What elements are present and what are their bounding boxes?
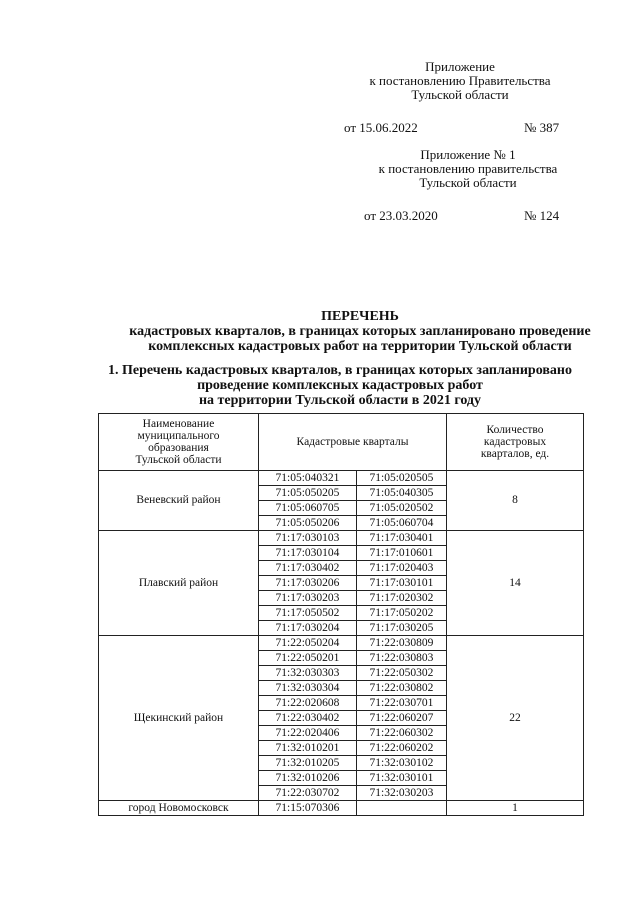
quarter-cell: 71:22:030402: [259, 711, 357, 726]
table-row: [99, 471, 584, 486]
quarter-cell: 71:17:030402: [259, 561, 357, 576]
quarter-cell: 71:17:010601: [357, 546, 447, 561]
section-line: 1. Перечень кадастровых кварталов, в границах которых запланировано: [108, 363, 572, 378]
quarter-cell: 71:32:010205: [259, 756, 357, 771]
district-count: 14: [447, 531, 584, 636]
quarter-cell: 71:22:060302: [357, 726, 447, 741]
resolution-number: № 387: [524, 120, 560, 135]
quarter-cell: 71:17:030204: [259, 621, 357, 636]
quarter-cell: 71:17:030401: [357, 531, 447, 546]
header-quarters: Кадастровые кварталы: [259, 414, 447, 471]
quarter-cell: 71:22:030702: [259, 786, 357, 801]
appendix2-line: Тульской области: [419, 175, 517, 190]
quarter-cell: 71:32:030303: [259, 666, 357, 681]
quarter-cell: 71:22:030802: [357, 681, 447, 696]
quarter-cell: 71:17:030206: [259, 576, 357, 591]
quarter-cell: 71:17:050202: [357, 606, 447, 621]
table-row: [99, 531, 584, 546]
appendix-line: Приложение: [425, 59, 495, 74]
quarter-cell: 71:17:050502: [259, 606, 357, 621]
district-name: город Новомосковск: [99, 801, 259, 816]
quarter-cell: 71:22:020406: [259, 726, 357, 741]
quarter-cell: 71:17:030103: [259, 531, 357, 546]
district-count: 8: [447, 471, 584, 531]
header-count: [447, 414, 584, 471]
quarter-cell: 71:05:050206: [259, 516, 357, 531]
quarter-cell: 71:22:060202: [357, 741, 447, 756]
table-row: [99, 801, 584, 816]
header-municipality: [99, 414, 259, 471]
quarter-cell: 71:22:020608: [259, 696, 357, 711]
appendix2-header: [348, 148, 588, 190]
quarter-cell: 71:05:040321: [259, 471, 357, 486]
resolution-date: от 15.06.2022: [344, 120, 418, 135]
quarter-cell: 71:32:030102: [357, 756, 447, 771]
table-header-row: [99, 414, 584, 471]
quarter-cell: 71:32:030304: [259, 681, 357, 696]
quarters-table: [98, 413, 584, 816]
appendix-header: [340, 60, 580, 102]
quarter-cell: 71:22:030809: [357, 636, 447, 651]
header-line: Тульской области: [135, 454, 222, 466]
table-row: [99, 636, 584, 651]
appendix-line: к постановлению Правительства: [369, 73, 551, 88]
title-main: ПЕРЕЧЕНЬ: [321, 309, 399, 324]
header-line: Количество: [486, 424, 544, 436]
document-title: [60, 309, 640, 354]
quarter-cell: 71:05:020502: [357, 501, 447, 516]
district-count: 1: [447, 801, 584, 816]
section-heading: [40, 363, 640, 408]
quarter-cell: 71:05:060704: [357, 516, 447, 531]
quarter-cell: 71:05:040305: [357, 486, 447, 501]
quarter-cell: 71:17:020403: [357, 561, 447, 576]
quarter-cell: 71:05:020505: [357, 471, 447, 486]
quarter-cell: 71:17:020302: [357, 591, 447, 606]
district-count: 22: [447, 636, 584, 801]
title-sub: комплексных кадастровых работ на территории Тульской области: [148, 339, 572, 354]
section-line: на территории Тульской области в 2021 году: [198, 393, 482, 408]
quarter-cell: 71:22:050201: [259, 651, 357, 666]
quarter-cell: 71:17:030104: [259, 546, 357, 561]
quarter-cell: 71:17:030203: [259, 591, 357, 606]
original-resolution-date: от 23.03.2020: [364, 208, 438, 223]
appendix2-line: Приложение № 1: [420, 147, 516, 162]
quarter-cell: 71:32:010201: [259, 741, 357, 756]
district-name: Плавский район: [99, 531, 259, 636]
header-line: образования: [148, 442, 209, 454]
title-sub: кадастровых кварталов, в границах которых запланировано проведение: [129, 324, 591, 339]
header-line: Наименование: [142, 418, 215, 430]
quarter-cell: 71:22:030803: [357, 651, 447, 666]
quarter-cell: 71:32:030101: [357, 771, 447, 786]
section-line: проведение комплексных кадастровых работ: [197, 378, 483, 393]
quarter-cell: 71:17:030101: [357, 576, 447, 591]
quarter-cell: 71:15:070306: [259, 801, 357, 816]
appendix-line: Тульской области: [411, 87, 509, 102]
quarter-cell: 71:32:010206: [259, 771, 357, 786]
district-name: Щекинский район: [99, 636, 259, 801]
quarter-cell: 71:05:060705: [259, 501, 357, 516]
quarter-cell: 71:22:050302: [357, 666, 447, 681]
quarter-cell: [357, 801, 447, 816]
quarter-cell: 71:22:030701: [357, 696, 447, 711]
header-line: кварталов, ед.: [480, 448, 550, 460]
quarter-cell: 71:17:030205: [357, 621, 447, 636]
header-line: муниципального: [137, 430, 220, 442]
quarter-cell: 71:22:050204: [259, 636, 357, 651]
original-resolution-number: № 124: [524, 208, 560, 223]
quarter-cell: 71:22:060207: [357, 711, 447, 726]
header-line: кадастровых: [483, 436, 547, 448]
quarter-cell: 71:05:050205: [259, 486, 357, 501]
quarter-cell: 71:32:030203: [357, 786, 447, 801]
appendix2-line: к постановлению правительства: [378, 161, 558, 176]
district-name: Веневский район: [99, 471, 259, 531]
